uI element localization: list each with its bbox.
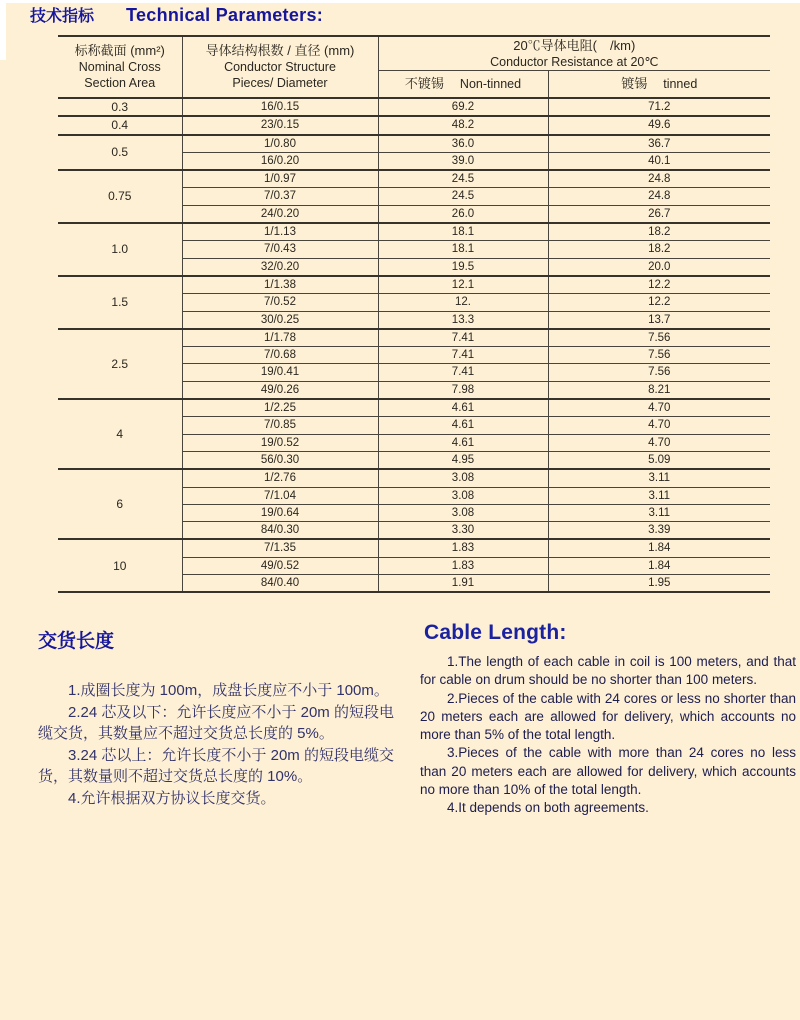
tinned-cell: 18.2 [548,223,770,241]
non-tinned-cell: 3.30 [378,522,548,540]
tinned-cell: 3.39 [548,522,770,540]
section-cell: 0.3 [58,98,182,116]
structure-cell: 56/0.30 [182,451,378,469]
table-row [58,539,770,557]
parameters-table-header [58,36,770,98]
header-line: 标称截面 (mm²) [74,43,165,58]
tinned-cell: 13.7 [548,311,770,329]
non-tinned-cell: 3.08 [378,487,548,504]
section-cell: 4 [58,399,182,469]
tinned-cell: 7.56 [548,329,770,347]
non-tinned-cell: 24.5 [378,188,548,205]
header-non-tinned-en: Non-tinned [459,77,522,91]
section-cell: 0.75 [58,170,182,223]
header-row-1 [58,36,770,71]
header-tinned-zh: 镀锡 [621,76,648,91]
non-tinned-cell: 7.41 [378,347,548,364]
header-line: Nominal Cross [78,60,161,74]
non-tinned-cell: 1.83 [378,539,548,557]
structure-cell: 19/0.52 [182,434,378,451]
tinned-cell: 4.70 [548,399,770,417]
header-pair [621,76,697,92]
header-non-tinned [378,71,548,99]
table-row [58,399,770,417]
tinned-cell: 12.2 [548,294,770,311]
table-row [58,98,770,116]
section-cell: 0.4 [58,116,182,134]
non-tinned-cell: 4.95 [378,451,548,469]
structure-cell: 49/0.26 [182,381,378,399]
non-tinned-cell: 24.5 [378,170,548,188]
delivery-en-item: 2.Pieces of the cable with 24 cores or less no shorter than 20 meters each are allowed for delivery, which accounts no more than 5% of the total length. [420,690,796,743]
table-row [58,170,770,188]
non-tinned-cell: 1.83 [378,557,548,574]
non-tinned-cell: 4.61 [378,417,548,434]
non-tinned-cell: 1.91 [378,575,548,593]
section-cell: 1.5 [58,276,182,329]
non-tinned-cell: 36.0 [378,135,548,153]
delivery-en-item: 4.It depends on both agreements. [447,800,649,816]
tinned-cell: 4.70 [548,417,770,434]
header-tinned [548,71,770,99]
non-tinned-cell: 69.2 [378,98,548,116]
structure-cell: 7/0.85 [182,417,378,434]
header-line: Pieces/ Diameter [232,76,328,90]
structure-cell: 19/0.64 [182,504,378,521]
structure-cell: 7/1.35 [182,539,378,557]
tinned-cell: 18.2 [548,241,770,258]
structure-cell: 19/0.41 [182,364,378,381]
non-tinned-cell: 4.61 [378,434,548,451]
parameters-table-body [58,98,770,592]
structure-cell: 7/0.37 [182,188,378,205]
structure-cell: 30/0.25 [182,311,378,329]
tinned-cell: 24.8 [548,188,770,205]
header-tinned-en: tinned [663,77,698,91]
table-row [58,329,770,347]
non-tinned-cell: 12.1 [378,276,548,294]
non-tinned-cell: 18.1 [378,223,548,241]
structure-cell: 84/0.40 [182,575,378,593]
header-pair [405,76,521,92]
header-line: Conductor Resistance at 20℃ [490,54,659,69]
non-tinned-cell: 18.1 [378,241,548,258]
non-tinned-cell: 7.98 [378,381,548,399]
header-conductor-resistance [378,36,770,71]
non-tinned-cell: 4.61 [378,399,548,417]
delivery-length-heading-zh: 交货长度 [38,631,115,652]
scan-artifact-left [0,0,6,60]
tinned-cell: 40.1 [548,152,770,170]
non-tinned-cell: 3.08 [378,504,548,521]
structure-cell: 32/0.20 [182,258,378,276]
tinned-cell: 1.95 [548,575,770,593]
header-nominal-cross-section [58,36,182,98]
header-line: 20℃导体电阻( /km) [513,37,636,53]
non-tinned-cell: 39.0 [378,152,548,170]
structure-cell: 1/1.13 [182,223,378,241]
table-row [58,469,770,487]
tinned-cell: 24.8 [548,170,770,188]
non-tinned-cell: 7.41 [378,364,548,381]
tinned-cell: 4.70 [548,434,770,451]
structure-cell: 7/0.68 [182,347,378,364]
page-title-zh: 技术指标 [30,8,95,25]
delivery-zh-item: 1.成圈长度为 100m，成盘长度应不小于 100m。 [68,682,389,699]
tinned-cell: 3.11 [548,504,770,521]
tinned-cell: 5.09 [548,451,770,469]
non-tinned-cell: 12. [378,294,548,311]
structure-cell: 7/0.52 [182,294,378,311]
tinned-cell: 71.2 [548,98,770,116]
section-cell: 10 [58,539,182,592]
page-title [30,3,323,26]
non-tinned-cell: 3.08 [378,469,548,487]
table-row [58,276,770,294]
delivery-en-item: 3.Pieces of the cable with more than 24 cores no less than 20 meters each are allowed for delivery, which accounts no more than 10% of the total length. [420,745,796,798]
section-cell: 0.5 [58,135,182,171]
structure-cell: 1/1.78 [182,329,378,347]
structure-cell: 1/2.25 [182,399,378,417]
structure-cell: 84/0.30 [182,522,378,540]
structure-cell: 16/0.15 [182,98,378,116]
section-cell: 6 [58,469,182,539]
tinned-cell: 49.6 [548,116,770,134]
structure-cell: 1/2.76 [182,469,378,487]
tinned-cell: 12.2 [548,276,770,294]
section-cell: 1.0 [58,223,182,276]
header-line: Section Area [84,76,156,90]
non-tinned-cell: 7.41 [378,329,548,347]
table-row [58,223,770,241]
header-line: Conductor Structure [224,60,336,74]
structure-cell: 1/1.38 [182,276,378,294]
cable-length-body-en [420,653,796,818]
delivery-zh-item: 3.24 芯以上：允许长度不小于 20m 的短段电缆交货，其数量则不超过交货总长度的 10%。 [38,746,394,785]
non-tinned-cell: 48.2 [378,116,548,134]
tinned-cell: 1.84 [548,539,770,557]
section-cell: 2.5 [58,329,182,399]
table-row [58,116,770,134]
header-line: 导体结构根数 / 直径 (mm) [205,43,355,58]
delivery-zh-item: 4.允许根据双方协议长度交货。 [68,789,276,807]
delivery-length-body-zh [38,680,394,809]
header-non-tinned-zh: 不镀锡 [404,76,444,91]
tinned-cell: 20.0 [548,258,770,276]
non-tinned-cell: 13.3 [378,311,548,329]
tinned-cell: 3.11 [548,487,770,504]
header-conductor-structure [182,36,378,98]
non-tinned-cell: 19.5 [378,258,548,276]
structure-cell: 49/0.52 [182,557,378,574]
structure-cell: 24/0.20 [182,205,378,223]
delivery-zh-item: 2.24 芯及以下：允许长度应不小于 20m 的短段电缆交货，其数量应不超过交货总长度的 5%。 [38,703,394,742]
structure-cell: 7/0.43 [182,241,378,258]
tinned-cell: 8.21 [548,381,770,399]
structure-cell: 7/1.04 [182,487,378,504]
tinned-cell: 7.56 [548,347,770,364]
parameters-table [58,35,770,593]
structure-cell: 23/0.15 [182,116,378,134]
table-row [58,135,770,153]
tinned-cell: 7.56 [548,364,770,381]
tinned-cell: 1.84 [548,557,770,574]
structure-cell: 16/0.20 [182,152,378,170]
tinned-cell: 26.7 [548,205,770,223]
page-title-en: Technical Parameters: [126,5,324,25]
non-tinned-cell: 26.0 [378,205,548,223]
tinned-cell: 3.11 [548,469,770,487]
cable-length-heading-en: Cable Length: [424,621,567,644]
structure-cell: 1/0.97 [182,170,378,188]
tinned-cell: 36.7 [548,135,770,153]
structure-cell: 1/0.80 [182,135,378,153]
delivery-en-item: 1.The length of each cable in coil is 100 meters, and that for cable on drum should be no shorter than 100 meters. [420,654,796,688]
